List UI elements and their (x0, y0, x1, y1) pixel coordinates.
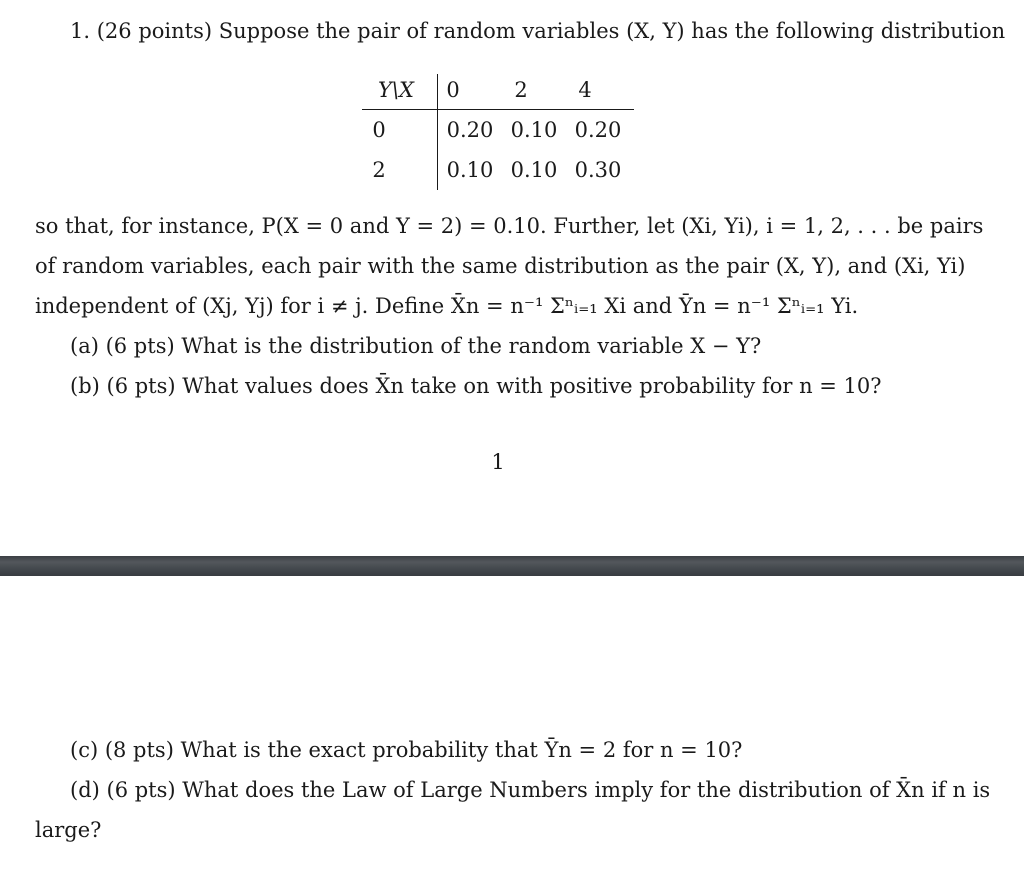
body-line-1: so that, for instance, P(X = 0 and Y = 2) = 0.10. Further, let (Xi, Yi), i = 1, 2, . . . be pairs (35, 214, 984, 238)
body-line-2: of random variables, each pair with the same distribution as the pair (X, Y), and (Xi, Yi) (35, 254, 966, 278)
table-header-x2: 2 (514, 78, 528, 102)
table-cell: 0.10 (510, 158, 558, 182)
page-2 (0, 576, 1024, 872)
part-c: (c) (8 pts) What is the exact probability that Ȳn = 2 for n = 10? (70, 738, 743, 762)
table-corner-label: Y\X (378, 78, 414, 102)
distribution-table (362, 72, 634, 194)
problem-points: (26 points) (96, 19, 213, 43)
problem-number: 1. (70, 19, 91, 43)
table-header-x0: 0 (446, 78, 460, 102)
table-cell: 0.10 (510, 118, 558, 142)
table-cell: 0.30 (574, 158, 622, 182)
table-cell: 0.20 (446, 118, 494, 142)
part-b: (b) (6 pts) What values does X̄n take on with positive probability for n = 10? (70, 374, 882, 398)
table-row-y2-label: 2 (372, 158, 386, 182)
body-line-3: independent of (Xj, Yj) for i ≠ j. Define X̄n = n⁻¹ Σⁿᵢ₌₁ Xi and Ȳn = n⁻¹ Σⁿᵢ₌₁ Yi. (35, 294, 859, 318)
part-d: (d) (6 pts) What does the Law of Large Numbers imply for the distribution of X̄n if n is (70, 778, 991, 802)
problem-intro: Suppose the pair of random variables (X, Y) has the following distribution (218, 19, 1006, 43)
part-a: (a) (6 pts) What is the distribution of the random variable X − Y? (70, 334, 762, 358)
table-cell: 0.10 (446, 158, 494, 182)
part-d-continuation: large? (35, 818, 102, 842)
table-vertical-rule (437, 74, 438, 190)
table-cell: 0.20 (574, 118, 622, 142)
problem-heading (70, 16, 1005, 46)
page-number: 1 (491, 450, 505, 474)
page-separator (0, 556, 1024, 576)
table-horizontal-rule (362, 109, 634, 110)
table-header-x4: 4 (578, 78, 592, 102)
table-row-y0-label: 0 (372, 118, 386, 142)
